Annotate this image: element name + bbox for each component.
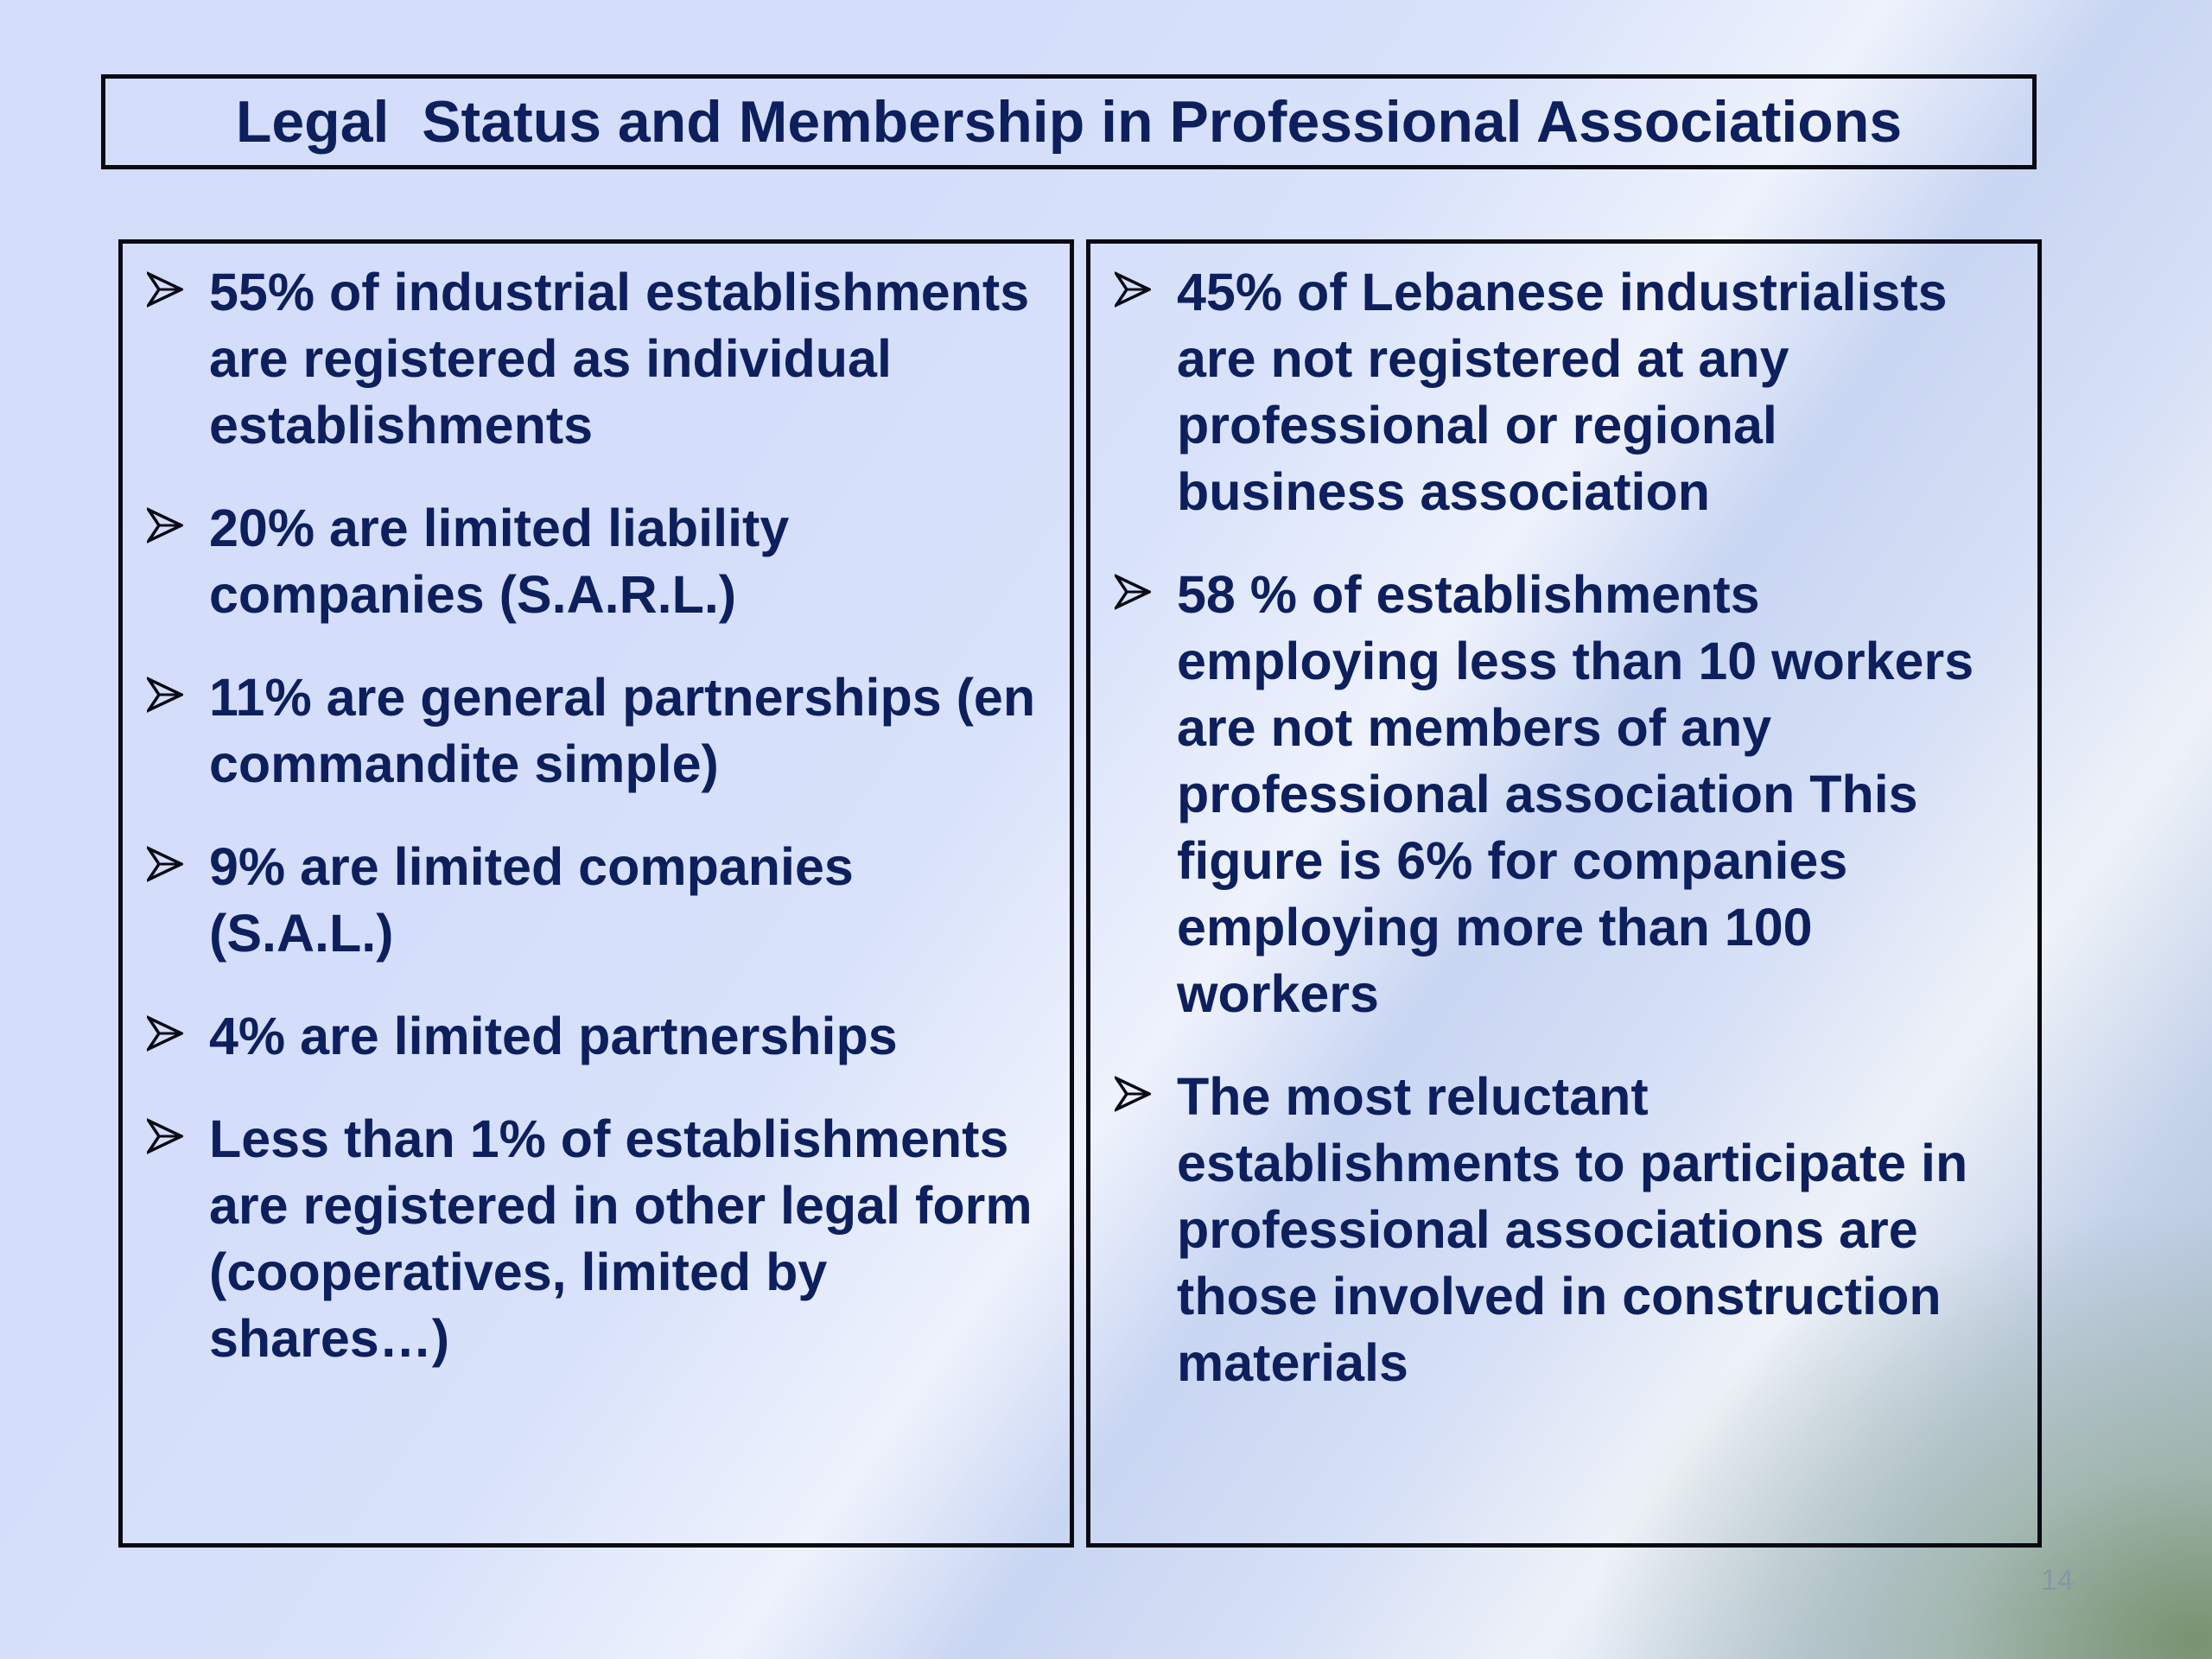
- arrow-bullet-icon: [123, 1003, 209, 1052]
- arrow-bullet-icon: [1090, 259, 1177, 308]
- list-item: [1090, 1064, 2020, 1396]
- bullet-text: 45% of Lebanese industrialists are not registered at any professional or regional business association: [1177, 263, 1948, 521]
- arrow-bullet-icon: [123, 495, 209, 543]
- list-item: [123, 664, 1052, 798]
- list-item: [1090, 259, 2020, 525]
- arrow-bullet-icon: [123, 834, 209, 882]
- slide-title: Legal Status and Membership in Professional Associations: [235, 89, 1903, 155]
- bullet-text: 4% are limited partnerships: [209, 1007, 898, 1065]
- left-column-box: [118, 239, 1074, 1548]
- bullet-text: 9% are limited companies (S.A.L.): [209, 837, 854, 963]
- list-item: [123, 495, 1052, 628]
- bullet-text: 20% are limited liability companies (S.A.R.L.): [209, 499, 790, 624]
- bullet-text: The most reluctant establishments to participate in professional associations are those involved in construction materials: [1177, 1067, 1968, 1392]
- list-item: [123, 259, 1052, 459]
- bullet-text: 55% of industrial establishments are registered as individual establishments: [209, 263, 1030, 454]
- list-item: [123, 834, 1052, 967]
- bullet-text: 11% are general partnerships (en commandite simple): [209, 668, 1036, 793]
- bullet-text: 58 % of establishments employing less than 10 workers are not members of any professional association This figure is 6% for companies employing more than 100 workers: [1177, 565, 1974, 1023]
- arrow-bullet-icon: [1090, 1064, 1177, 1112]
- list-item: [1090, 562, 2020, 1027]
- slide-title-box: [101, 74, 2037, 169]
- arrow-bullet-icon: [123, 1106, 209, 1154]
- bullet-text: Less than 1% of establishments are registered in other legal form (cooperatives, limited by shares…): [209, 1109, 1033, 1368]
- list-item: [123, 1106, 1052, 1372]
- arrow-bullet-icon: [123, 664, 209, 713]
- arrow-bullet-icon: [1090, 562, 1177, 610]
- list-item: [123, 1003, 1052, 1070]
- right-column-box: [1086, 239, 2042, 1548]
- page-number: 14: [2041, 1564, 2074, 1597]
- arrow-bullet-icon: [123, 259, 209, 308]
